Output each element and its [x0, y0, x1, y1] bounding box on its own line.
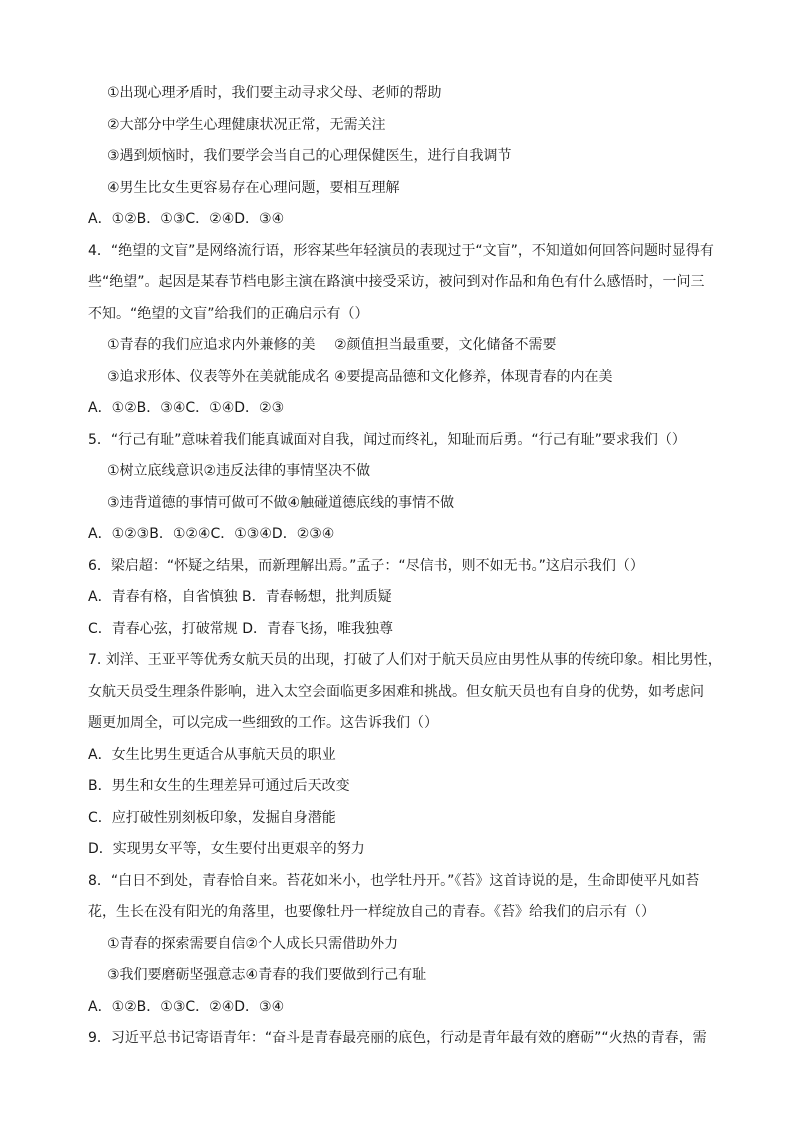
document-page — [88, 78, 728, 1055]
question-7-stem: 题更加周全，可以完成一些细致的工作。这告诉我们（） — [88, 715, 438, 731]
question-7-stem: 女航天员受生理条件影响，进入太空会面临更多困难和挑战。但女航天员也有自身的优势，如考虑问 — [88, 683, 704, 700]
answer-choice-d: D．实现男女平等，女生要付出更艰辛的努力 — [88, 841, 365, 857]
question-5-stem: 5．“行己有耻”意味着我们能真诚面对自我，闻过而终礼，知耻而后勇。“行己有耻”要求我们（） — [88, 431, 686, 448]
question-9-stem: 9．习近平总书记寄语青年：“奋斗是青春最亮丽的底色，行动是青年最有效的磨砺”“火热的青春，需 — [88, 1030, 707, 1046]
option-line: ③遇到烦恼时，我们要学会当自己的心理保健医生，进行自我调节 — [107, 148, 512, 164]
question-7-stem: 7. 刘洋、王亚平等优秀女航天员的出现，打破了人们对于航天员应由男性从事的传统印象。相比男性， — [88, 652, 722, 668]
option-line: ②大部分中学生心理健康状况正常，无需关注 — [107, 116, 386, 133]
option-line: ①树立底线意识②违反法律的事情坚决不做 — [107, 463, 371, 479]
option-line: ①青春的我们应追求内外兼修的美 ②颜值担当最重要，文化储备不需要 — [107, 337, 557, 353]
answer-choices: C．青春心弦，打破常规 D．青春飞扬，唯我独尊 — [88, 620, 394, 637]
answer-choices: A．青春有格，自省慎独 B．青春畅想，批判质疑 — [88, 589, 392, 605]
answer-choices: A．①②B．①③C．②④D．③④ — [88, 211, 285, 227]
answer-choice-b: B．男生和女生的生理差异可通过后天改变 — [88, 778, 350, 794]
answer-choice-a: A．女生比男生更适合从事航天员的职业 — [88, 746, 336, 763]
question-4-stem: 不知。“绝望的文盲”给我们的正确启示有（） — [88, 305, 369, 322]
question-4-stem: 4．“绝望的文盲”是网络流行语，形容某些年轻演员的表现过于“文盲”，不知道如何回答问题时显得有 — [88, 242, 714, 259]
option-line: ①青春的探索需要自信②个人成长只需借助外力 — [107, 935, 399, 952]
option-line: ④男生比女生更容易存在心理问题，要相互理解 — [107, 179, 400, 196]
question-4-stem: 些“绝望”。起因是某春节档电影主演在路演中接受采访，被问到对作品和角色有什么感悟时，一问三 — [88, 274, 705, 290]
option-line: ③违背道德的事情可做可不做④触碰道德底线的事情不做 — [107, 494, 455, 511]
option-line: ③我们要磨砺坚强意志④青春的我们要做到行己有耻 — [107, 967, 427, 983]
option-line: ③追求形体、仪表等外在美就能成名 ④要提高品德和文化修养，体现青春的内在美 — [107, 368, 613, 385]
answer-choice-c: C．应打破性别刻板印象，发掘自身潜能 — [88, 809, 336, 826]
question-8-stem: 花，生长在没有阳光的角落里，也要像牡丹一样绽放自己的青春。《苔》给我们的启示有（） — [88, 904, 655, 920]
answer-choices: A．①②③B．①②④C．①③④D．②③④ — [88, 526, 335, 542]
answer-choices: A．①②B．③④C．①④D．②③ — [88, 400, 285, 416]
question-8-stem: 8．“白日不到处，青春恰自来。苔花如米小，也学牡丹开。”《苔》这首诗说的是，生命即使平凡如苔 — [88, 872, 700, 889]
answer-choices: A．①②B．①③C．②④D．③④ — [88, 998, 285, 1015]
question-6-stem: 6．梁启超：“怀疑之结果，而新理解出焉。”孟子：“尽信书，则不如无书。”这启示我们（） — [88, 557, 644, 574]
option-line: ①出现心理矛盾时，我们要主动寻求父母、老师的帮助 — [107, 85, 442, 101]
